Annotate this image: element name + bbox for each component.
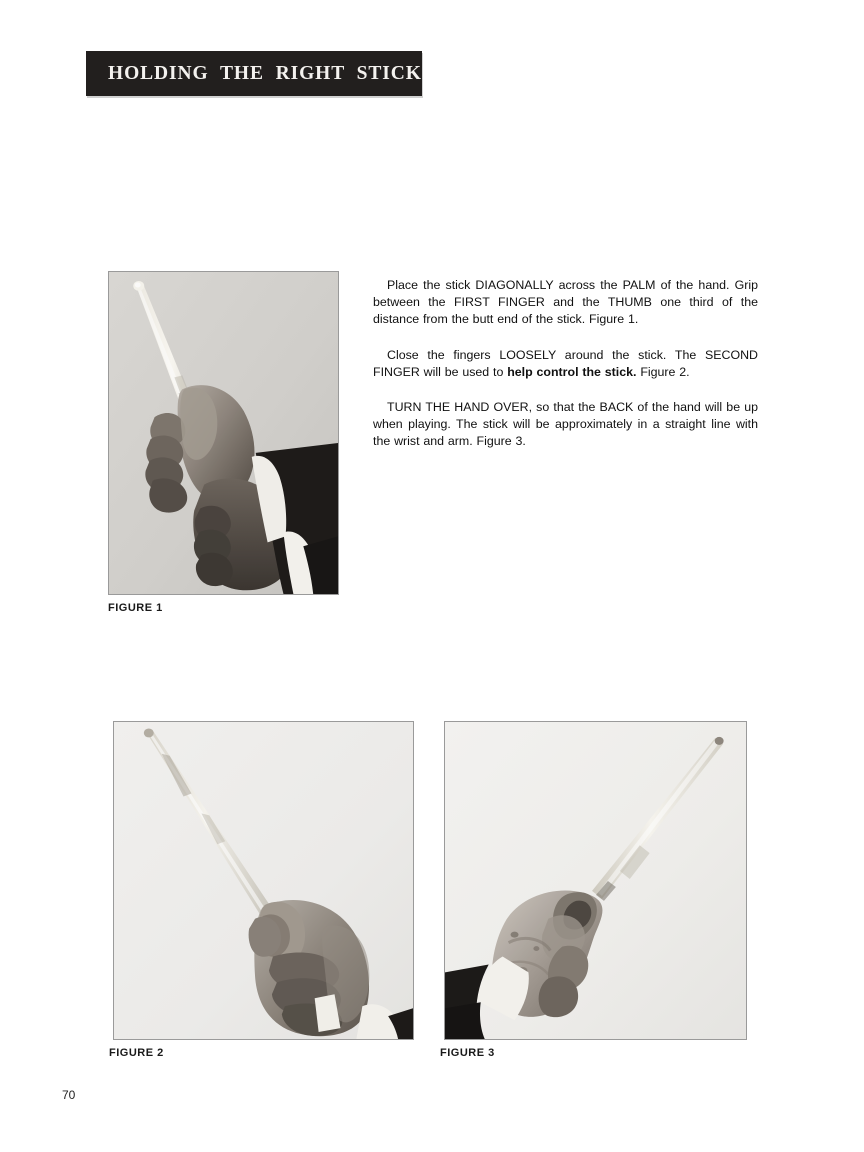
figure-2-caption: FIGURE 2 — [109, 1047, 164, 1059]
fingers-closed-loosely-around-stick-image — [114, 722, 413, 1039]
instruction-paragraph-2 — [373, 347, 758, 381]
section-header-banner — [86, 51, 422, 96]
paragraph-2-emphasis: help control the stick. — [507, 364, 637, 379]
figure-3 — [440, 721, 747, 1059]
figure-3-caption: FIGURE 3 — [440, 1047, 495, 1059]
paragraph-2-text-lead: Close the fingers LOOSELY around the stick. The SECOND FINGER will be used to — [373, 347, 758, 379]
figure-3-photo — [444, 721, 747, 1040]
figure-1 — [108, 271, 339, 614]
paragraph-1-text: Place the stick DIAGONALLY across the PALM of the hand. Grip between the FIRST FINGER and the THUMB one third of the distance from the butt end of the stick. Figure 1. — [373, 278, 758, 327]
page-title: HOLDING THE RIGHT STICK — [108, 62, 422, 84]
instruction-paragraph-3 — [373, 399, 758, 451]
paragraph-2-text-tail: Figure 2. — [636, 364, 690, 379]
instructions-text-column — [373, 277, 758, 451]
instruction-paragraph-1 — [373, 277, 758, 329]
figure-2-photo — [113, 721, 414, 1040]
figure-1-photo — [108, 271, 339, 595]
hand-turned-over-back-of-hand-up-image — [445, 722, 746, 1039]
paragraph-3-text: TURN THE HAND OVER, so that the BACK of the hand will be up when playing. The stick will be approximately in a straight line with the wrist and arm. Figure 3. — [373, 400, 758, 449]
figure-1-caption: FIGURE 1 — [108, 602, 163, 614]
figure-2 — [109, 721, 414, 1059]
page-number: 70 — [62, 1088, 76, 1102]
hand-gripping-drumstick-diagonally-image — [109, 272, 338, 594]
